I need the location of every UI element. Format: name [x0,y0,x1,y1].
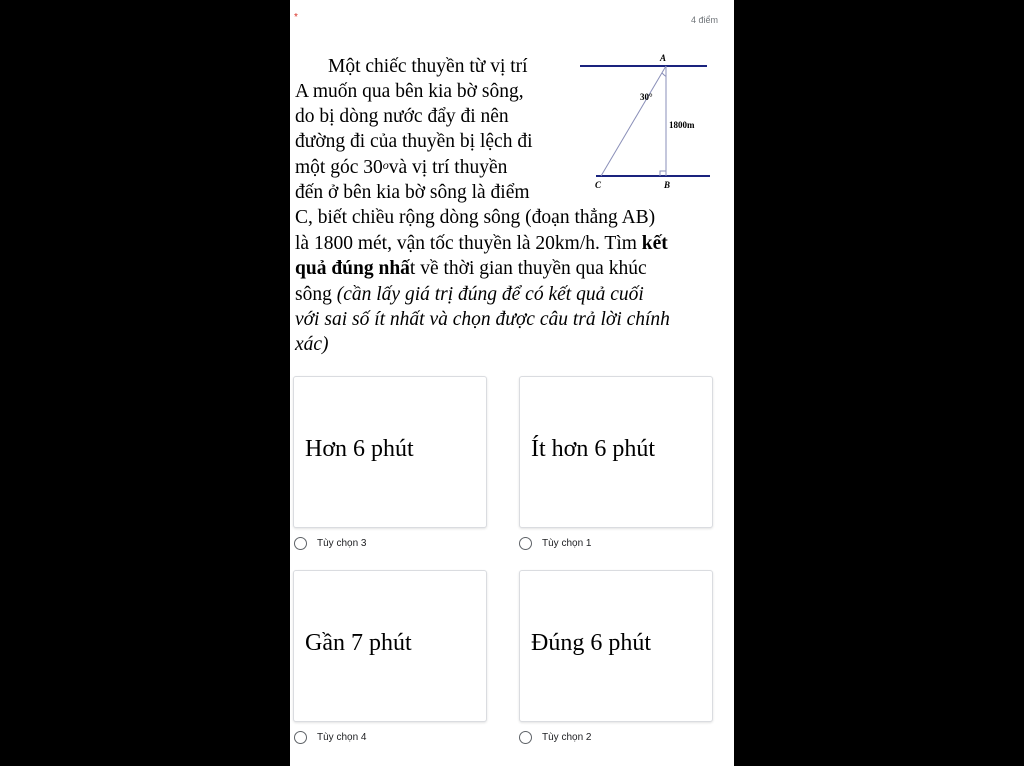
question-line: một góc 30$^o$và vị trí thuyền [295,157,508,178]
points-label: 4 điểm [690,15,718,25]
question-line: xác) [295,334,329,355]
option-label: Tùy chọn 2 [542,732,592,743]
river-diagram [580,50,710,195]
option-text: Đúng 6 phút [531,630,651,656]
question-line: C, biết chiều rộng dòng sông (đoạn thẳng AB) [295,207,656,228]
option-radio-row[interactable] [519,537,591,550]
option-card[interactable] [519,376,713,528]
option-radio-row[interactable] [519,731,591,744]
option-radio-row[interactable] [294,731,366,744]
radio-button[interactable] [294,537,307,550]
option-card[interactable] [293,376,487,528]
question-line: A muốn qua bên kia bờ sông, [295,81,524,102]
label-c: C [595,180,602,190]
angle-arc [662,73,666,76]
question-line: quả đúng nhất về thời gian thuyền qua khúc [295,258,647,279]
question-line: Một chiếc thuyền từ vị trí [328,56,528,77]
label-b: B [664,180,671,190]
question-panel [290,0,734,766]
question-line: sông (cần lấy giá trị đúng để có kết quả cuối [295,284,644,305]
question-line: đường đi của thuyền bị lệch đi [295,131,533,152]
radio-button[interactable] [519,537,532,550]
label-a: A [660,53,667,63]
option-label: Tùy chọn 1 [542,538,592,549]
question-line: do bị dòng nước đẩy đi nên [295,106,509,127]
option-label: Tùy chọn 4 [317,732,367,743]
label-angle: 30° [640,92,653,102]
segment-ac [601,66,666,176]
option-label: Tùy chọn 3 [317,538,367,549]
degree-symbol: o [382,158,389,172]
required-marker: * [294,12,298,23]
question-line: là 1800 mét, vận tốc thuyền là 20km/h. Tìm kết [295,233,668,254]
option-card[interactable] [293,570,487,722]
option-text: Ít hơn 6 phút [531,436,656,462]
question-line: đến ở bên kia bờ sông là điểm [295,182,530,203]
option-card[interactable] [519,570,713,722]
option-radio-row[interactable] [294,537,366,550]
option-text: Gần 7 phút [305,630,412,656]
question-line: với sai số ít nhất và chọn được câu trả lời chính [295,309,670,330]
label-width: 1800m [669,120,695,130]
option-text: Hơn 6 phút [305,436,414,462]
radio-button[interactable] [519,731,532,744]
radio-button[interactable] [294,731,307,744]
